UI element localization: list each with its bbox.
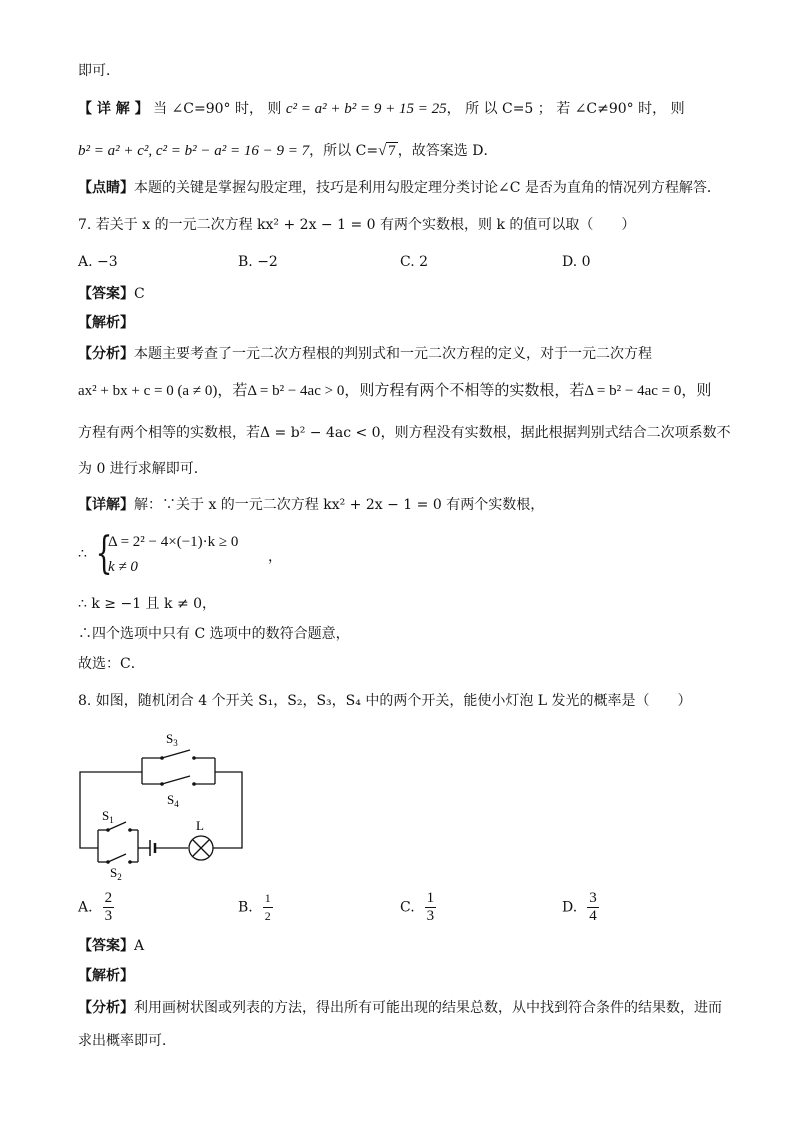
answer-label: 【答案】 [78,286,134,302]
detail-text: 解：∵关于 x 的一元二次方程 kx² + 2x − 1 = 0 有两个实数根， [134,497,545,513]
tip-text: 本题的关键是掌握勾股定理，技巧是利用勾股定理分类讨论∠C 是否为直角的情况列方程解答． [134,180,721,196]
option-b: B. −2 [238,254,278,270]
wire [215,772,242,848]
analysis-heading [78,966,134,986]
label-s2: $S_2$ [110,865,122,882]
detail-line [78,99,685,119]
detail-label: 【 详 解 】 [78,101,149,117]
wire [80,772,142,848]
inequality-system [78,528,298,580]
detail-text: 当 ∠C=90° 时， 则 [153,101,282,117]
detail-text: ，故答案选 D． [397,143,498,159]
detail-text: ， 所 以 C=5 ； 若 ∠C≠90° 时， 则 [446,101,685,117]
analysis-line [78,459,208,479]
detail-line [78,594,216,614]
detail-line: b² = a² + c², c² = b² − a² = 16 − 9 = 7，所以 C=√ 7 ，故答案选 D． [78,143,498,159]
analysis-text: 利用画树状图或列表的方法，得出所有可能出现的结果总数，从中找到符合条件的结果数，进而 [134,1000,722,1016]
question-7 [78,215,635,235]
brace-icon: { [95,528,113,579]
detail-text: ∴ k ≥ −1 且 k ≠ 0， [78,596,217,612]
question-text: 7. 若关于 x 的一元二次方程 kx² + 2x − 1 = 0 有两个实数根，则 k 的值可以取（ ） [78,217,636,233]
tip-label: 【点睛】 [78,180,134,196]
analysis-text: 为 0 进行求解即可． [78,461,208,477]
analysis-line [78,998,722,1018]
switch-s3-blade [162,750,190,758]
label-lamp: L [196,818,204,833]
option-c: C. 2 [400,254,429,270]
option-d: D. 0 [562,254,591,270]
analysis-line [78,381,711,401]
continuation-text: 即可． [78,63,120,79]
label-s1: $S_1$ [102,808,114,825]
detail-text: ∴四个选项中只有 C 选项中的数符合题意， [78,626,350,642]
detail-label: 【详解】 [78,497,134,513]
detail-text: ，所以 C= [309,143,379,159]
analysis-text: 本题主要考查了一元二次方程根的判别式和一元二次方程的定义，对于一元二次方程 [134,346,652,362]
question-text: 8. 如图，随机闭合 4 个开关 S₁，S₂，S₃，S₄ 中的两个开关，能使小灯泡 L 发光的概率是（ ） [78,693,692,709]
analysis-line [78,1031,176,1051]
analysis-label: 【解析】 [78,315,134,331]
equation: c² = a² + b² = 9 + 15 = 25 [285,101,447,117]
label-s4: $S_4$ [167,792,179,809]
answer-label: 【答案】 [78,938,134,954]
option-d: D. $\frac{3}{4}$ [562,890,597,924]
detail-text: 故选：C． [78,656,145,672]
analysis-text: ax² + bx + c = 0 (a ≠ 0)，若Δ = b² − 4ac > 0，则方程有两个不相等的实数根，若Δ = b² − 4ac = 0，则 [78,383,712,399]
answer-line [78,284,145,304]
analysis-text: 方程有两个相等的实数根，若Δ = b² − 4ac < 0，则方程没有实数根，据此根据判别式结合二次项系数不 [78,425,731,441]
option-b: B. $\frac{1}{2}$ [238,891,271,923]
answer-value: A [134,938,145,954]
answer-line [78,936,144,956]
detail-line [78,624,350,644]
system-eq-2: k ≠ 0 [108,559,138,575]
detail-line [78,654,145,674]
text-line [78,61,120,81]
analysis-label: 【解析】 [78,968,134,984]
circuit-diagram [70,722,260,882]
comma: ， [268,549,282,565]
analyze-label: 【分析】 [78,1000,134,1016]
analysis-text: 求出概率即可． [78,1033,176,1049]
analysis-line [78,423,731,443]
analyze-label: 【分析】 [78,346,134,362]
system-eq-1: Δ = 2² − 4×(−1)·k ≥ 0 [108,534,239,550]
option-a: A. −3 [78,254,118,270]
question-8 [78,691,692,711]
option-c: C. $\frac{1}{3}$ [400,890,435,924]
analysis-heading [78,313,134,333]
switch-s4-blade [162,776,190,784]
tip-line [78,178,721,198]
detail-line [78,495,544,515]
option-a: A. $\frac{2}{3}$ [78,890,113,924]
switch-s2-blade [108,854,126,862]
therefore-symbol: ∴ [78,546,87,562]
label-s3: $S_3$ [166,731,178,748]
sqrt-value: 7 [388,143,396,159]
equation: b² = a² + c², c² = b² − a² = 16 − 9 = 7 [78,143,310,159]
analysis-line [78,344,652,364]
answer-value: C [134,286,145,302]
